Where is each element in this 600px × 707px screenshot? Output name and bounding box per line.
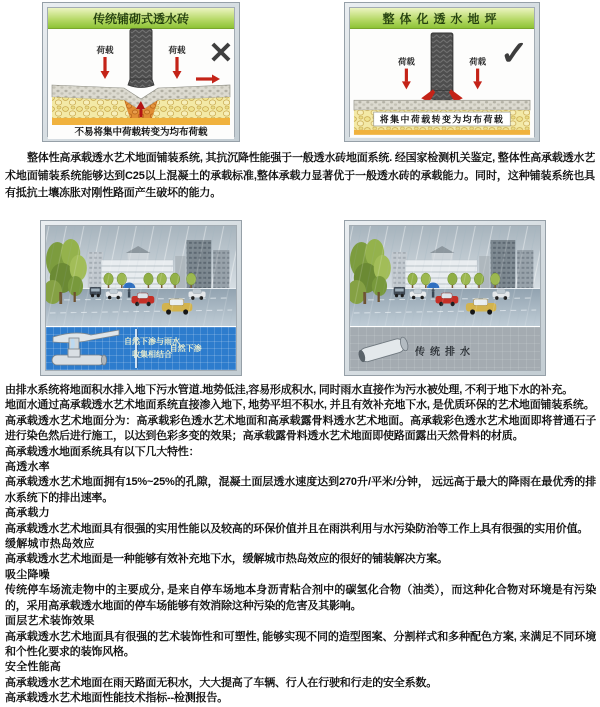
paragraph-permeable-benefit: 地面水通过高承载透水艺术地面系统直接渗入地下, 地势平坦不积水, 并且有效补充地下水, 是优质环保的艺术地面铺装系统。 [5,399,595,412]
intro-paragraph: 整体性高承载透水艺术地面铺装系统, 其抗沉降性能强于一般透水砖地面系统. 经国家检测机关鉴定, 整体性高承载透水艺术地面铺装系统能够达到C25以上混凝土的承载标准,整体承载力显著优于一般透水砖的承载能力。同时，这种铺装系统也具有抵抗土壤冻胀对刚性路面产生破坏的能力。 [5,152,595,199]
heading-dust-noise: 吸尘降噪 [5,568,50,581]
rain-city-illustration [46,226,236,326]
paragraph-permeability: 高承载透水艺术地面拥有15%~25%的孔隙，混凝土面层透水速度达到270升/平米/分钟， 远远高于最大的降雨在最优秀的排水系统下的排出速率。 [5,476,596,504]
heading-permeability: 高透水率 [5,461,50,474]
tire-icon [128,29,154,88]
paragraph-dust-noise: 传统停车场流走物中的主要成分, 是来自停车场地本身沥青粘合剂中的碳氢化合物（油类），而这种化合物对环境是有污染的，采用高承载透水地面的停车场能够有效消除这种污染的危害及其影响。 [5,584,596,612]
sand-layer [52,118,230,125]
heading-decorative: 面层艺术装饰效果 [5,615,95,628]
paragraph-drainage-problem: 由排水系统将地面积水排入地下污水管道.地势低洼,容易形成积水, 同时雨水直接作为污水被处理, 不利于地下水的补充。 [5,384,573,396]
paragraph-report-note: 高承载透水艺术地面性能技术指标--检测报告。 [5,692,228,705]
load-label-left: 荷载 [397,56,415,67]
photo-permeable-system [40,220,242,376]
rainwater-collection-pipe-icon [49,328,121,372]
features-section [5,383,596,707]
diagram-integrated-inner [349,7,535,137]
paragraph-decorative: 高承载透水艺术地面具有很强的艺术装饰性和可塑性, 能够实现不同的造型图案、分割样式和多种配色方案, 来满足不同环境和个性化要求的装饰风格。 [5,630,596,658]
photo-traditional-inner [349,225,541,371]
photo-permeable-inner [45,225,237,371]
heading-heat-island: 缓解城市热岛效应 [5,538,95,551]
diagram-traditional-brick [42,2,240,142]
panel-label: 传统排水 [415,347,475,358]
cross-icon: ✕ [208,37,234,70]
load-label-right: 荷载 [168,45,186,55]
diagram-integrated-title: 整体化透水地坪 [350,8,534,29]
diagram-traditional-title: 传统铺砌式透水砖 [48,8,234,29]
infiltration-panel [46,326,236,370]
diagram-traditional-figure [48,29,234,139]
panel-label-right: 自然下渗 [169,344,202,353]
check-icon: ✓ [500,35,529,73]
permeable-surface-layer [354,100,530,110]
paragraph-features-lead: 高承载透水地面系统具有以下几大特性： [5,445,200,458]
paragraph-load-capacity: 高承载透水艺术地面具有很强的实用性能以及较高的环保价值并且在雨洪利用与水污染防治等工作上具有很强的实用价值。 [5,522,589,535]
panel-label-line1: 自然下渗与雨水 [124,337,180,346]
diagram-integrated-figure [350,29,534,138]
diagram-traditional-inner [47,7,235,137]
photo-traditional-drainage [344,220,546,376]
heading-safety: 安全性能高 [5,661,61,674]
paragraph-safety: 高承载透水艺术地面在雨天路面无积水，大大提高了车辆、行人在行驶和行走的安全系数。 [5,676,437,689]
drainage-panel [350,326,540,370]
paragraph-heat-island: 高承载透水艺术地面是一种能够有效补充地下水，缓解城市热岛效应的很好的铺装解决方案。 [5,553,448,566]
paragraph-types: 高承载透水艺术地面分为：高承载彩色透水艺术地面和高承载露骨料透水艺术地面。高承载彩色透水艺术地面即将普通石子进行染色然后进行施工，以达到色彩多变的效果；高承载露骨料透水艺术地面即使路面露出天然骨料的材质。 [5,414,596,443]
diagram-traditional-caption: 不易将集中荷载转变为均布荷载 [74,127,208,138]
load-label-right: 荷载 [469,56,487,67]
diagram-integrated-caption-box [374,112,511,126]
rain-city-illustration [350,226,540,326]
panel-label-line2: 收集相结合 [132,350,172,359]
load-label-left: 荷载 [96,45,114,55]
diagram-integrated-paving [344,2,540,142]
diagram-integrated-caption: 将集中荷载转变为均布荷载 [379,114,505,125]
sand-layer [354,130,530,135]
heading-load-capacity: 高承载力 [5,507,50,520]
